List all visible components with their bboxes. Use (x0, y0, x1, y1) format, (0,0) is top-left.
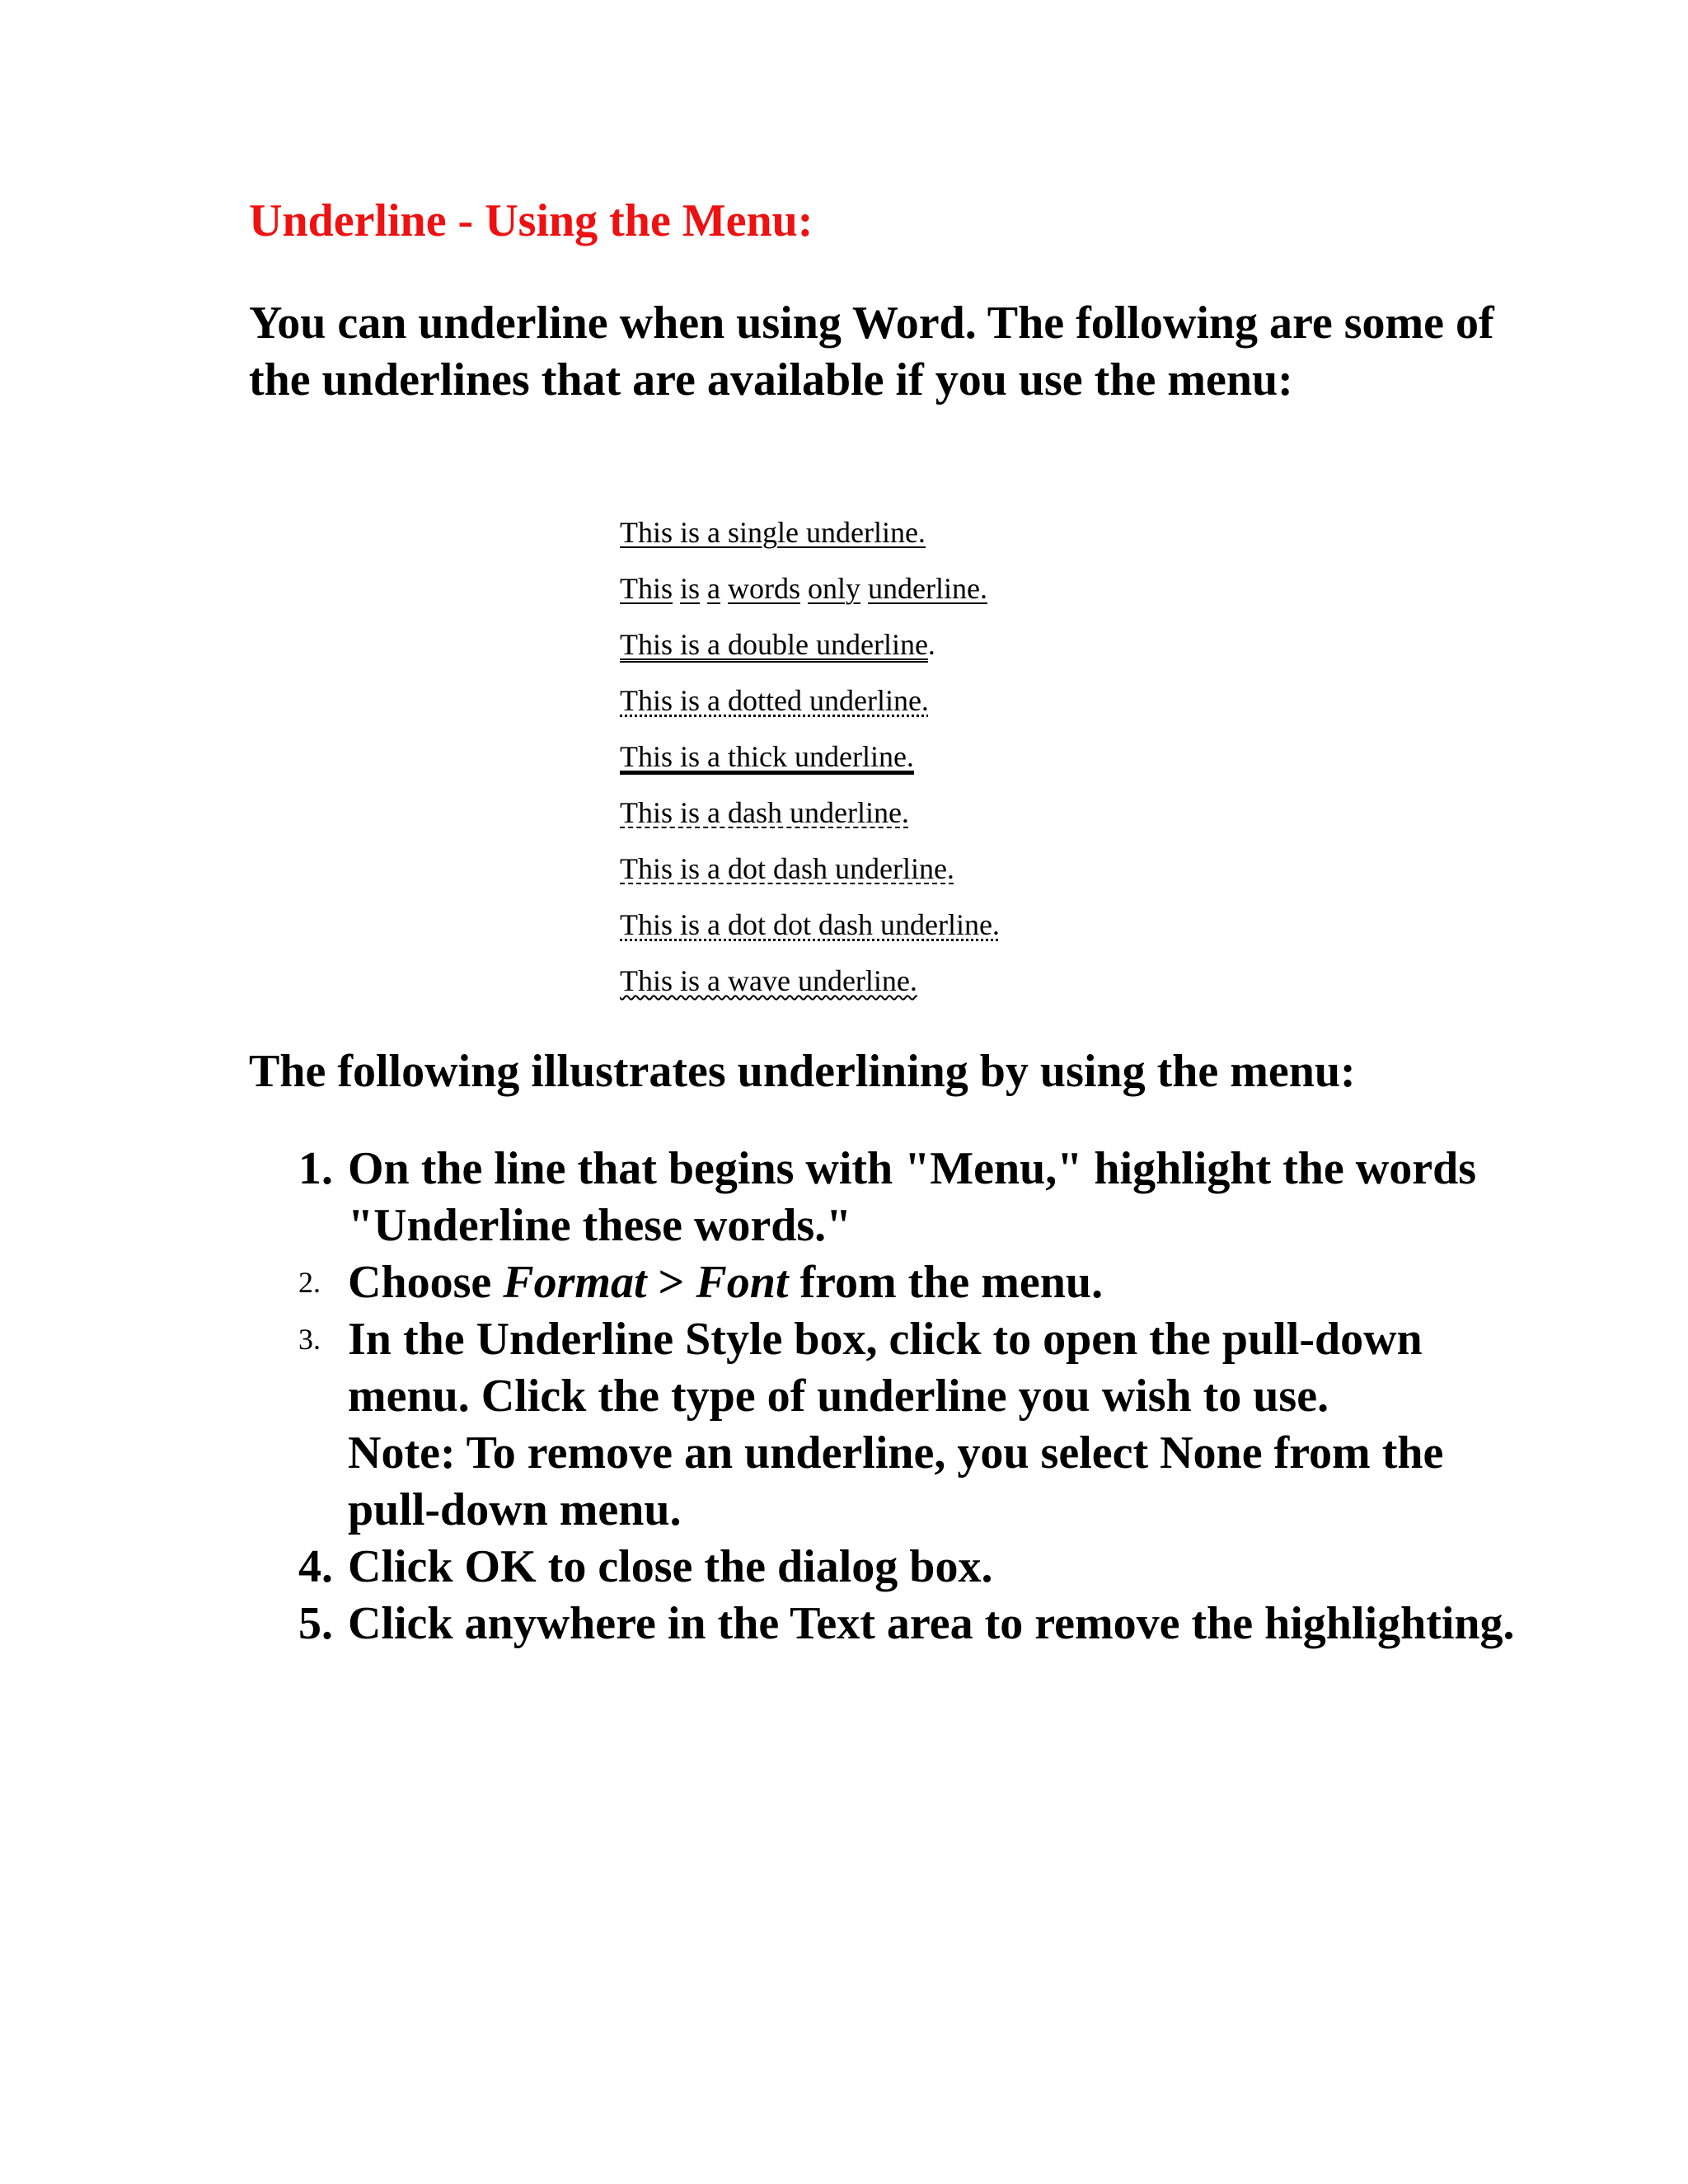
wave-underline-example (620, 953, 1000, 1009)
underline-examples-list (620, 504, 1000, 1009)
menu-font-label: Font (696, 1257, 789, 1308)
intro-paragraph: You can underline when using Word. The following are some of the underlines that are available if you use the menu: (249, 298, 1494, 405)
double-underline-example (620, 616, 1000, 673)
step-item (249, 1596, 1535, 1652)
step-item (249, 1254, 1535, 1311)
words-only-underline-example (620, 560, 1000, 616)
page-title: Underline - Using the Menu: (249, 195, 814, 246)
example-text: This is a dotted underline. (620, 684, 929, 717)
section-subheading: The following illustrates underlining by using the menu: (249, 1046, 1356, 1097)
step-number: 3. (298, 1323, 321, 1356)
example-word: underline. (868, 572, 987, 605)
step-text: Click anywhere in the Text area to remove the highlighting. (348, 1598, 1515, 1649)
step-item (249, 1141, 1535, 1254)
dotted-underline-example (620, 673, 1000, 729)
example-text: This is a dash underline. (620, 796, 909, 829)
example-text: This is a wave underline. (620, 964, 917, 997)
example-word: only (808, 572, 861, 605)
step-number: 4. (298, 1541, 333, 1592)
menu-format-label: Format (503, 1257, 647, 1308)
step-text-suffix: from the menu. (788, 1257, 1104, 1308)
example-text: This is a thick underline. (620, 740, 914, 773)
menu-separator: > (646, 1257, 696, 1308)
step-text: On the line that begins with "Menu," highlight the words "Underline these words." (348, 1143, 1477, 1251)
step-item (249, 1311, 1535, 1539)
example-word: a (707, 572, 721, 605)
step-number: 1. (298, 1143, 333, 1194)
example-trailing-period: . (927, 628, 935, 661)
steps-list (249, 1141, 1535, 1652)
dot-dot-dash-underline-example (620, 897, 1000, 953)
dash-underline-example (620, 785, 1000, 841)
single-underline-example (620, 504, 1000, 560)
example-text: This is a single underline. (620, 516, 926, 549)
step-item (249, 1539, 1535, 1596)
example-word: words (728, 572, 801, 605)
step-text: Click OK to close the dialog box. (348, 1541, 993, 1592)
step-text: In the Underline Style box, click to open the pull-down menu. Click the type of underline you wish to use. (348, 1314, 1423, 1422)
step-note: Note: To remove an underline, you select None from the pull-down menu. (348, 1427, 1444, 1535)
example-word: This (620, 572, 673, 605)
example-text: This is a dot dot dash underline. (620, 908, 1000, 941)
example-text: This is a double underline (620, 628, 928, 661)
step-text-prefix: Choose (348, 1257, 504, 1308)
thick-underline-example (620, 729, 1000, 785)
example-word: is (680, 572, 701, 605)
step-number: 2. (298, 1266, 321, 1299)
example-text: This is a dot dash underline. (620, 852, 954, 885)
dot-dash-underline-example (620, 841, 1000, 897)
step-number: 5. (298, 1598, 333, 1649)
